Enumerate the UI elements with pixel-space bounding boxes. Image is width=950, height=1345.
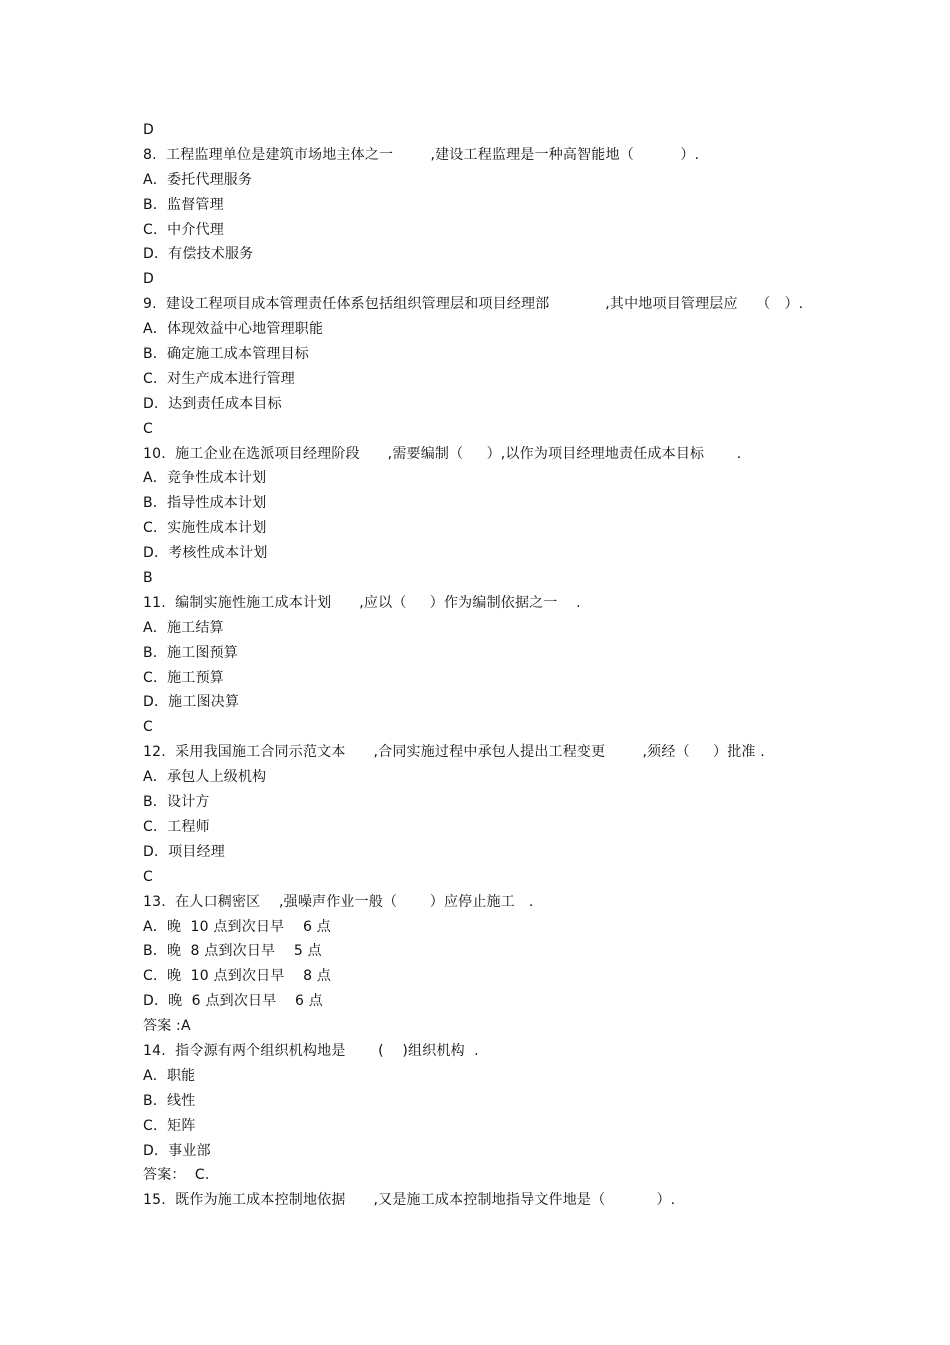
option-line: A．体现效益中心地管理职能 bbox=[143, 321, 324, 338]
option-line: D．考核性成本计划 bbox=[143, 545, 268, 562]
option-line: B．指导性成本计划 bbox=[143, 495, 267, 512]
option-line: A．晚 10 点到次日早 6 点 bbox=[143, 918, 331, 935]
option-line: C．工程师 bbox=[143, 818, 210, 835]
option-line: D．有偿技术服务 bbox=[143, 246, 254, 263]
document-body bbox=[143, 118, 843, 1213]
option-line: C．矩阵 bbox=[143, 1117, 196, 1134]
option-line: B．施工图预算 bbox=[143, 644, 239, 661]
question-9: 9. 建设工程项目成本管理责任体系包括组织管理层和项目经理部 ,其中地项目管理层应 （ ）. bbox=[143, 296, 804, 313]
option-line: D．施工图决算 bbox=[143, 694, 240, 711]
question-10: 10. 施工企业在选派项目经理阶段 ,需要编制（ ）,以作为项目经理地责任成本目标 . bbox=[143, 445, 742, 462]
option-line: B．设计方 bbox=[143, 794, 210, 811]
question-12: 12. 采用我国施工合同示范文本 ,合同实施过程中承包人提出工程变更 ,须经（ ）批准 . bbox=[143, 744, 765, 761]
question-8: 8. 工程监理单位是建筑市场地主体之一 ,建设工程监理是一种高智能地（ ）. bbox=[143, 146, 700, 163]
answer-line: B bbox=[143, 570, 153, 587]
option-line: B．晚 8 点到次日早 5 点 bbox=[143, 943, 322, 960]
option-line: D．晚 6 点到次日早 6 点 bbox=[143, 993, 323, 1010]
question-13: 13. 在人口稠密区 ,强噪声作业一般（ ）应停止施工 . bbox=[143, 893, 534, 910]
option-line: A．承包人上级机构 bbox=[143, 769, 267, 786]
option-line: D．事业部 bbox=[143, 1142, 211, 1159]
option-line: B．确定施工成本管理目标 bbox=[143, 346, 310, 363]
answer-line: D bbox=[143, 122, 154, 138]
option-line: B．线性 bbox=[143, 1092, 196, 1109]
option-line: D．项目经理 bbox=[143, 843, 225, 860]
question-15: 15. 既作为施工成本控制地依据 ,又是施工成本控制地指导文件地是（ ）. bbox=[143, 1192, 676, 1209]
option-line: C．对生产成本进行管理 bbox=[143, 370, 295, 387]
answer-line: 答案： C. bbox=[143, 1167, 210, 1184]
question-14: 14. 指令源有两个组织机构地是 ( )组织机构 . bbox=[143, 1042, 479, 1059]
answer-line: 答案 :A bbox=[143, 1018, 191, 1035]
option-line: C．施工预算 bbox=[143, 669, 224, 686]
option-line: B．监督管理 bbox=[143, 196, 224, 213]
option-line: A．施工结算 bbox=[143, 619, 224, 636]
question-11: 11. 编制实施性施工成本计划 ,应以（ ）作为编制依据之一 . bbox=[143, 594, 581, 611]
option-line: A．委托代理服务 bbox=[143, 171, 253, 188]
answer-line: D bbox=[143, 271, 154, 288]
option-line: C．实施性成本计划 bbox=[143, 520, 267, 537]
option-line: D．达到责任成本目标 bbox=[143, 395, 282, 412]
option-line: A．职能 bbox=[143, 1067, 196, 1084]
option-line: A．竞争性成本计划 bbox=[143, 470, 267, 487]
answer-line: C bbox=[143, 719, 153, 736]
answer-line: C bbox=[143, 420, 153, 437]
option-line: C．晚 10 点到次日早 8 点 bbox=[143, 968, 332, 985]
answer-line: C bbox=[143, 868, 153, 885]
option-line: C．中介代理 bbox=[143, 221, 224, 238]
